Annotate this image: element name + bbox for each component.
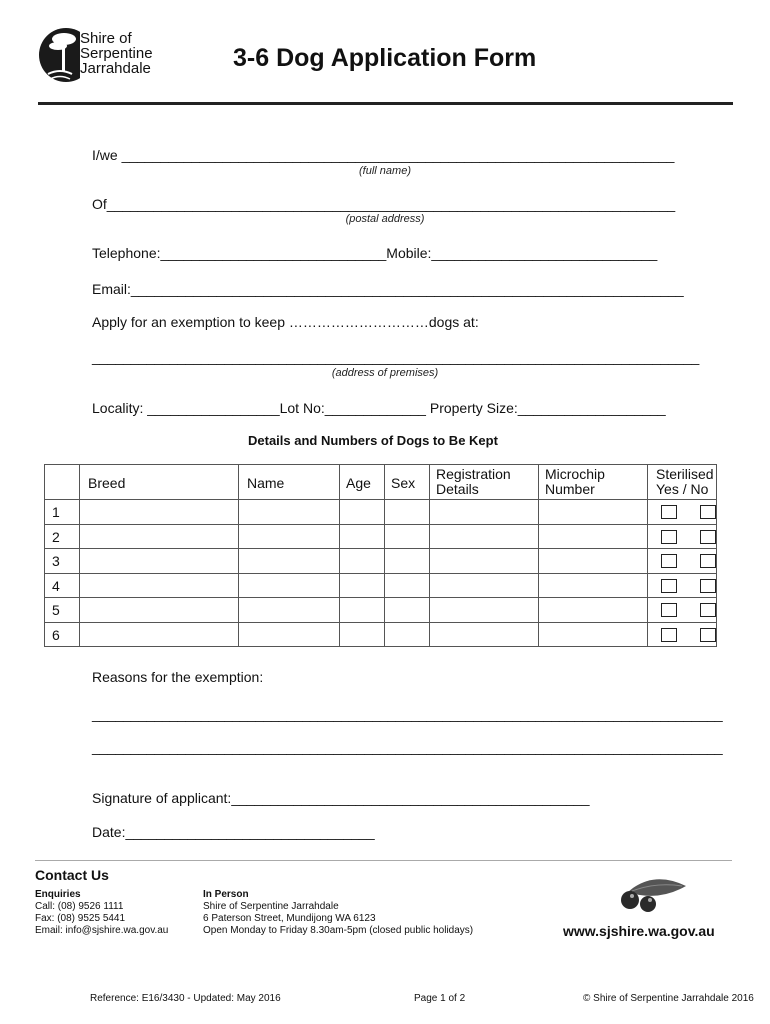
microchip-cell[interactable]: [539, 524, 648, 549]
reference-note: Reference: E16/3430 - Updated: May 2016: [90, 993, 281, 1004]
page-title: 3-6 Dog Application Form: [233, 44, 537, 72]
full-name-caption: (full name): [359, 165, 411, 177]
name-cell[interactable]: [239, 573, 340, 598]
microchip-cell[interactable]: [539, 500, 648, 525]
reasons-line-2[interactable]: _________________________________________________________________________________: [92, 739, 723, 755]
age-cell[interactable]: [340, 524, 385, 549]
microchip-cell[interactable]: [539, 598, 648, 623]
gumnut-logo: [608, 872, 692, 921]
col-breed-label: Breed: [88, 475, 126, 491]
age-cell[interactable]: [340, 573, 385, 598]
age-cell[interactable]: [340, 549, 385, 574]
row-number: 2: [52, 528, 60, 545]
copyright-note: © Shire of Serpentine Jarrahdale 2016: [583, 993, 754, 1004]
row-number: 5: [52, 602, 60, 618]
sex-cell[interactable]: [385, 500, 430, 525]
breed-cell[interactable]: [80, 500, 239, 525]
sterilised-no-checkbox[interactable]: [700, 554, 716, 568]
row-number: 3: [52, 553, 60, 569]
table-row: [45, 622, 717, 647]
col-breed-header: [80, 465, 239, 500]
exemption-dogs-field[interactable]: Apply for an exemption to keep …………………………dogs at:: [92, 314, 479, 330]
sex-cell[interactable]: [385, 524, 430, 549]
table-row: [45, 549, 717, 574]
postal-address-field[interactable]: Of_________________________________________________________________________: [92, 196, 676, 212]
age-cell[interactable]: [340, 622, 385, 647]
breed-cell[interactable]: [80, 524, 239, 549]
sex-cell[interactable]: [385, 598, 430, 623]
shire-logo: [38, 24, 80, 91]
sterilised-no-checkbox[interactable]: [700, 628, 716, 642]
premises-address-field[interactable]: ______________________________________________________________________________: [92, 349, 700, 365]
registration-cell[interactable]: [430, 500, 539, 525]
col-name-header: [239, 465, 340, 500]
iwe-field[interactable]: I/we _______________________________________________________________________: [92, 147, 675, 163]
email-field[interactable]: Email:_______________________________________________________________________: [92, 281, 684, 297]
sex-cell[interactable]: [385, 622, 430, 647]
sterilised-yes-checkbox[interactable]: [661, 603, 677, 617]
reasons-label: Reasons for the exemption:: [92, 669, 264, 685]
contact-email[interactable]: Email: info@sjshire.wa.gov.au: [35, 925, 169, 936]
col-name-label: Name: [247, 475, 285, 491]
sterilised-no-checkbox[interactable]: [700, 505, 716, 519]
name-cell[interactable]: [239, 598, 340, 623]
table-row: [45, 598, 717, 623]
name-cell[interactable]: [239, 622, 340, 647]
table-header-row: [45, 465, 717, 500]
table-row: [45, 573, 717, 598]
table-row: [45, 500, 717, 525]
col-age-label: Age: [346, 475, 371, 491]
sterilised-no-checkbox[interactable]: [700, 579, 716, 593]
sterilised-yes-checkbox[interactable]: [661, 554, 677, 568]
sex-cell[interactable]: [385, 573, 430, 598]
registration-cell[interactable]: [430, 549, 539, 574]
row-number: 6: [52, 626, 60, 643]
name-cell[interactable]: [239, 549, 340, 574]
enquiries-title: Enquiries: [35, 889, 81, 900]
signature-field[interactable]: Signature of applicant:______________________________________________: [92, 790, 590, 806]
breed-cell[interactable]: [80, 622, 239, 647]
locality-lot-size-field[interactable]: Locality: _________________Lot No:_____________ Property Size:___________________: [92, 400, 666, 416]
in-person-block: [203, 889, 473, 937]
in-person-title: In Person: [203, 889, 249, 900]
logo-line-1: Shire of: [80, 30, 132, 47]
col-registration-header: [430, 465, 539, 500]
website-link[interactable]: www.sjshire.wa.gov.au: [563, 923, 715, 939]
contact-heading: Contact Us: [35, 867, 109, 883]
registration-cell[interactable]: [430, 573, 539, 598]
col-registration-label: Registration Details: [436, 466, 511, 497]
breed-cell[interactable]: [80, 549, 239, 574]
postal-address-caption: (postal address): [345, 213, 425, 225]
breed-cell[interactable]: [80, 598, 239, 623]
registration-cell[interactable]: [430, 524, 539, 549]
col-sex-header: [385, 465, 430, 500]
row-number: 4: [52, 577, 60, 594]
logo-wordmark: [80, 31, 153, 76]
age-cell[interactable]: [340, 598, 385, 623]
registration-cell[interactable]: [430, 622, 539, 647]
logo-emblem-icon: [38, 24, 80, 86]
name-cell[interactable]: [239, 500, 340, 525]
sterilised-no-checkbox[interactable]: [700, 530, 716, 544]
microchip-cell[interactable]: [539, 573, 648, 598]
breed-cell[interactable]: [80, 573, 239, 598]
header-divider: [38, 102, 733, 105]
date-field[interactable]: Date:________________________________: [92, 824, 375, 840]
office-address: 6 Paterson Street, Mundijong WA 6123: [203, 913, 376, 924]
dogs-table: [44, 464, 717, 647]
logo-line-2: Serpentine: [80, 45, 153, 62]
sterilised-yes-checkbox[interactable]: [661, 505, 677, 519]
sex-cell[interactable]: [385, 549, 430, 574]
sterilised-yes-checkbox[interactable]: [661, 628, 677, 642]
call-number: Call: (08) 9526 1111: [35, 901, 124, 912]
name-cell[interactable]: [239, 524, 340, 549]
reasons-line-1[interactable]: _________________________________________________________________________________: [92, 706, 723, 722]
office-name: Shire of Serpentine Jarrahdale: [203, 901, 339, 912]
col-microchip-header: [539, 465, 648, 500]
col-number-header: [45, 465, 80, 500]
registration-cell[interactable]: [430, 598, 539, 623]
gumnut-leaf-icon: [608, 872, 692, 916]
premises-address-caption: (address of premises): [331, 367, 439, 379]
phone-mobile-field[interactable]: Telephone:_____________________________Mobile:_____________________________: [92, 245, 658, 261]
page-number: Page 1 of 2: [414, 993, 466, 1004]
sterilised-yes-checkbox[interactable]: [661, 530, 677, 544]
contact-divider: [35, 860, 732, 861]
office-hours: Open Monday to Friday 8.30am-5pm (closed public holidays): [203, 925, 474, 936]
col-sterilised-label: Sterilised: [656, 466, 714, 482]
col-sterilised-header: [648, 465, 717, 500]
sterilised-no-checkbox[interactable]: [700, 603, 716, 617]
col-microchip-label: Microchip Number: [545, 466, 605, 497]
enquiries-block: [35, 889, 168, 937]
col-age-header: [340, 465, 385, 500]
col-sex-label: Sex: [391, 475, 416, 491]
row-number: 1: [52, 504, 60, 520]
microchip-cell[interactable]: [539, 622, 648, 647]
fax-number: Fax: (08) 9525 5441: [35, 913, 126, 924]
sterilised-yes-checkbox[interactable]: [661, 579, 677, 593]
age-cell[interactable]: [340, 500, 385, 525]
microchip-cell[interactable]: [539, 549, 648, 574]
table-row: [45, 524, 717, 549]
table-heading: Details and Numbers of Dogs to Be Kept: [248, 433, 498, 448]
col-yes-no-label: Yes / No: [656, 481, 709, 497]
logo-line-3: Jarrahdale: [80, 60, 151, 77]
